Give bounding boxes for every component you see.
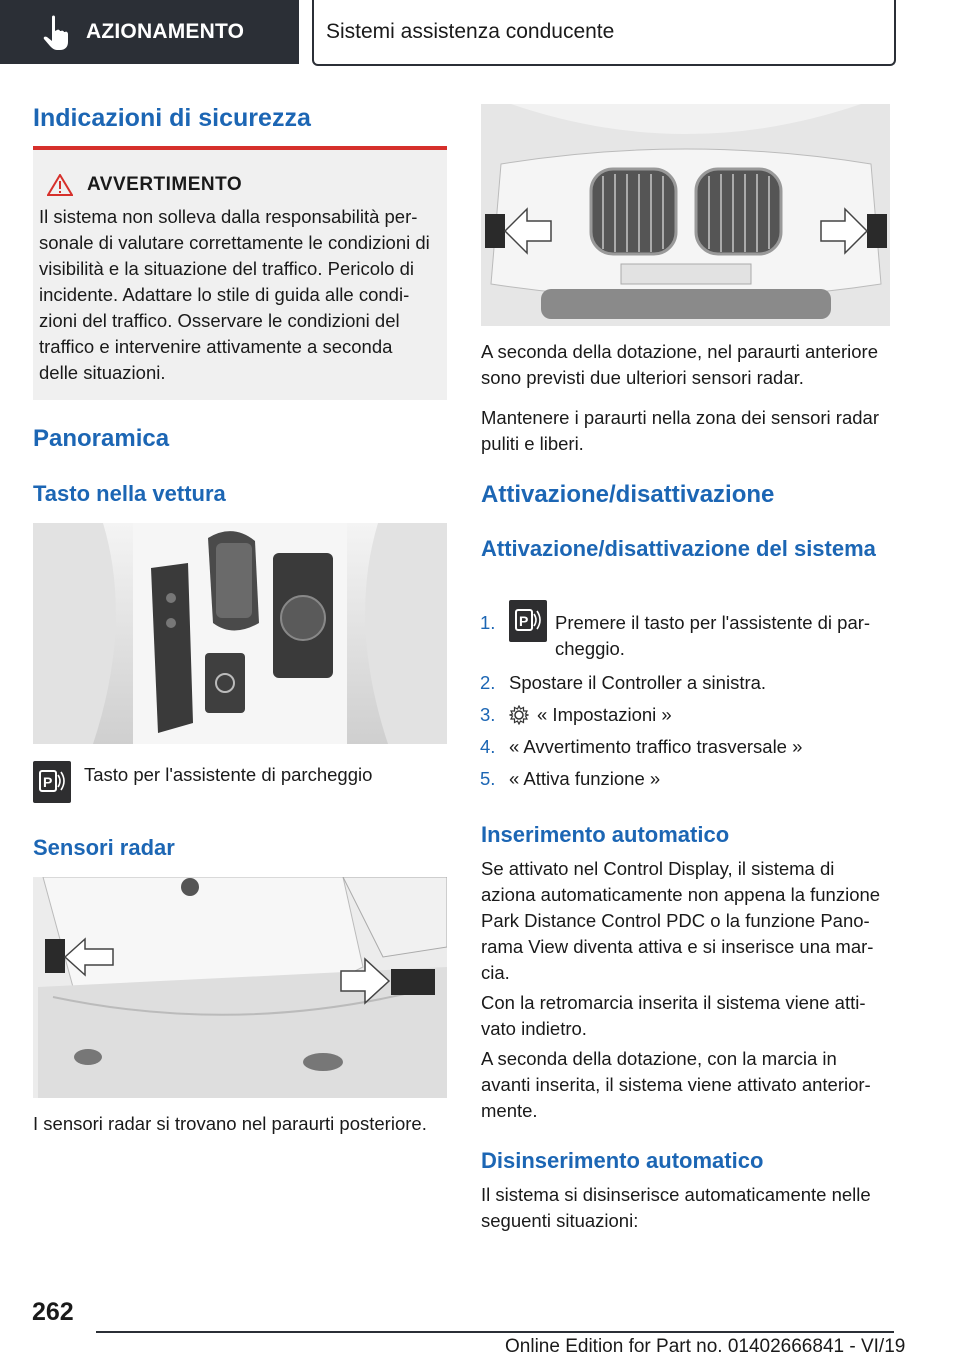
heading-safety: Indicazioni di sicurezza xyxy=(33,104,311,132)
radar-sensor-right xyxy=(391,969,435,995)
section-tab xyxy=(0,0,299,64)
heading-auto-off: Disinserimento automatico xyxy=(481,1148,764,1173)
heading-overview: Panoramica xyxy=(33,425,170,452)
warning-title-row xyxy=(39,174,433,196)
section-label: AZIONAMENTO xyxy=(86,20,245,43)
warning-box xyxy=(33,146,447,400)
center-console-illustration xyxy=(33,523,447,744)
warning-triangle-icon xyxy=(47,174,73,196)
auto-on-paragraph-1: Se attivato nel Control Display, il sistema di aziona automaticamente non appena la funzione Park Distance Control PDC o la funzione Pano-rama View diventa attiva e si inserisce una mar-cia. xyxy=(481,858,881,983)
step-number: 1. xyxy=(480,612,496,633)
step-number: 4. xyxy=(480,736,496,757)
heading-activation: Attivazione/disattivazione xyxy=(481,481,775,508)
step-3 xyxy=(480,702,890,728)
hand-pointer-icon xyxy=(36,11,78,53)
step-text: Premere il tasto per l'assistente di par-cheggio. xyxy=(555,612,871,659)
step-number: 5. xyxy=(480,768,496,789)
step-text: Spostare il Controller a sinistra. xyxy=(509,672,767,693)
clean-note: Mantenere i paraurti nella zona dei sensori radar puliti e liberi. xyxy=(481,407,879,454)
parking-assistant-icon xyxy=(514,606,542,636)
front-caption: A seconda della dotazione, nel paraurti anteriore sono previsti due ulteriori sensori radar. xyxy=(481,341,878,388)
button-caption: Tasto per l'assistente di parcheggio xyxy=(84,764,373,785)
parking-assistant-button-icon xyxy=(509,600,547,642)
edition-text: Online Edition for Part no. 01402666841 - VI/19 xyxy=(505,1336,906,1357)
auto-off-paragraph: Il sistema si disinserisce automaticamente nelle seguenti situazioni: xyxy=(481,1184,871,1231)
auto-on-paragraph-3: A seconda della dotazione, con la marcia in avanti inserita, il sistema viene attivato anterior-mente. xyxy=(481,1048,871,1121)
front-sensor-right xyxy=(867,214,887,248)
warning-title: AVVERTIMENTO xyxy=(87,174,243,195)
rear-bumper-image xyxy=(33,877,447,1098)
radar-sensor-left xyxy=(45,939,65,973)
chapter-tab xyxy=(312,0,896,66)
svg-text:P: P xyxy=(43,774,53,790)
warning-text: Il sistema non solleva dalla responsabilità per-sonale di valutare correttamente le condizioni di visibilità e la situazione del traffico. Pericolo di incidente. Adattare lo stile di guida alle condi-zioni del traffico. Osservare le condizioni del traffico e intervenire attivamente a seconda delle situazioni. xyxy=(39,206,430,383)
chapter-label: Sistemi assistenza conducente xyxy=(326,20,615,43)
activation-steps xyxy=(480,610,890,798)
front-bumper-illustration xyxy=(481,104,890,326)
heading-auto-on: Inserimento automatico xyxy=(481,822,730,847)
front-sensor-left xyxy=(485,214,505,248)
step-text: « Impostazioni » xyxy=(537,704,672,725)
front-bumper-image xyxy=(481,104,890,326)
rear-bumper-illustration xyxy=(33,877,447,1098)
parking-assistant-button-icon xyxy=(33,761,71,803)
heading-button-in-car: Tasto nella vettura xyxy=(33,481,226,506)
gear-icon xyxy=(509,705,529,725)
auto-on-paragraph-2: Con la retromarcia inserita il sistema viene atti-vato indietro. xyxy=(481,992,866,1039)
footer-divider xyxy=(96,1331,894,1333)
step-2 xyxy=(480,670,890,696)
center-console-image xyxy=(33,523,447,744)
page-number: 262 xyxy=(32,1298,74,1326)
step-number: 3. xyxy=(480,704,496,725)
svg-text:P: P xyxy=(519,613,529,629)
radar-caption: I sensori radar si trovano nel paraurti posteriore. xyxy=(33,1113,427,1134)
step-1 xyxy=(480,610,890,662)
step-number: 2. xyxy=(480,672,496,693)
heading-activation-system: Attivazione/disattivazione del sistema xyxy=(481,536,876,561)
parking-assistant-icon xyxy=(38,767,66,797)
step-text: « Avvertimento traffico trasversale » xyxy=(509,736,803,757)
page-header xyxy=(0,0,960,66)
step-text: « Attiva funzione » xyxy=(509,768,661,789)
heading-radar-sensors: Sensori radar xyxy=(33,835,175,860)
step-5 xyxy=(480,766,890,792)
step-4 xyxy=(480,734,890,760)
